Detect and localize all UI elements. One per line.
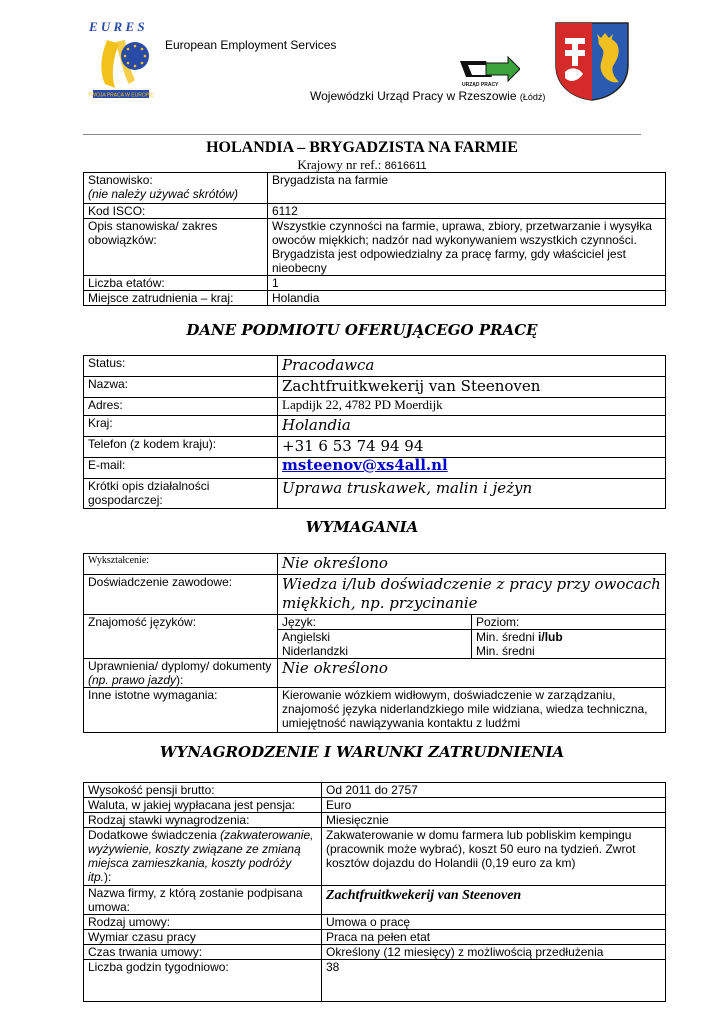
wup-small: (Łódź) (519, 92, 546, 102)
adres-label: Adres: (84, 398, 278, 416)
stanowisko-value: Brygadzista na farmie (268, 173, 666, 204)
nazwa-label: Nazwa: (84, 377, 278, 398)
table-row (84, 798, 666, 813)
adres-value: Lapdijk 22, 4782 PD Moerdijk (278, 398, 666, 416)
language-level-extra: i/lub (538, 630, 563, 644)
job-info-table (83, 172, 666, 306)
table-row (84, 276, 666, 291)
languages-table (278, 615, 665, 658)
ref-label: Krajowy nr ref.: (297, 157, 385, 172)
table-row (84, 479, 666, 509)
table-row (84, 173, 666, 204)
languages-cell (278, 615, 666, 659)
section-title-employer: DANE PODMIOTU OFERUJĄCEGO PRACĘ (186, 321, 538, 339)
coat-of-arms (553, 20, 631, 102)
godziny-label: Liczba godzin tygodniowo: (84, 960, 322, 1002)
etaty-value: 1 (268, 276, 666, 291)
firma-value: Zachtfruitkwekerij van Steenoven (322, 886, 666, 915)
czas-label: Czas trwania umowy: (84, 945, 322, 960)
section-title-requirements: WYMAGANIA (305, 518, 419, 536)
firma-label: Nazwa firmy, z którą zostanie podpisana umowa: (84, 886, 322, 915)
table-row (84, 960, 666, 1002)
dodatkowe-label-cell (84, 828, 322, 886)
language-name: Angielski (278, 630, 472, 645)
table-row (84, 659, 666, 688)
table-row (84, 575, 666, 615)
ref-value: 8616611 (384, 160, 427, 172)
email-link[interactable]: msteenov@xs4all.nl (282, 457, 448, 474)
employer-table (83, 355, 666, 509)
table-row (84, 945, 666, 960)
employer-kraj-value: Holandia (278, 416, 666, 437)
table-row (84, 915, 666, 930)
isco-value: 6112 (268, 204, 666, 219)
godziny-value: 38 (322, 960, 666, 1002)
section-title-salary: WYNAGRODZENIE I WARUNKI ZATRUDNIENIA (159, 743, 565, 761)
table-row (278, 615, 665, 630)
inne-value: Kierowanie wózkiem widłowym, doświadczenie w zarządzaniu, znajomość języka niderlandzkiego mile widziana, wiedza techniczna, umiejętność nawiązywania kontaktu z ludźmi (278, 688, 666, 733)
uprawnienia-note-end: ): (176, 673, 184, 687)
waluta-value: Euro (322, 798, 666, 813)
table-row (278, 644, 665, 658)
language-level: Min. średni (476, 644, 535, 658)
wymiar-label: Wymiar czasu pracy (84, 930, 322, 945)
uprawnienia-label-cell (84, 659, 278, 688)
telefon-value: +31 6 53 74 94 94 (278, 437, 666, 458)
wup-text (310, 89, 545, 103)
table-row (84, 458, 666, 479)
inne-label: Inne istotne wymagania: (84, 688, 278, 733)
table-row (84, 437, 666, 458)
uprawnienia-note: (np. prawo jazdy (88, 673, 177, 687)
eures-logo-caption: TWOJA PRACA W EUROPIE (88, 92, 154, 99)
requirements-table (83, 553, 666, 733)
wup-name: Wojewódzki Urząd Pracy w Rzeszowie (310, 89, 517, 103)
uprawnienia-note-line (88, 673, 273, 687)
page-title: HOLANDIA – BRYGADZISTA NA FARMIE (206, 139, 518, 156)
opis-label: Opis stanowiska/ zakres obowiązków: (84, 219, 268, 276)
opis-value: Wszystkie czynności na farmie, uprawa, zbiory, przetwarzanie i wysyłka owoców miękkich; nadzór nad wykonywaniem wszystkich czynności. Brygadzista jest odpowiedzialny za pracę farmy, gdy właściciel jest nieobecny (268, 219, 666, 276)
doswiadczenie-value: Wiedza i/lub doświadczenie z pracy przy owocach miękkich, np. przycinanie (278, 575, 666, 615)
reference-number (83, 157, 641, 173)
czas-value: Określony (12 miesięcy) z możliwością przedłużenia (322, 945, 666, 960)
jezyki-label: Znajomość języków: (84, 615, 278, 659)
dodatkowe-note: (zakwaterowanie, wyżywienie, koszty związane ze zmianą miejsca zamieszkania, koszty podróży itp. (88, 828, 314, 884)
table-row (84, 398, 666, 416)
table-row (84, 291, 666, 306)
email-label: E-mail: (84, 458, 278, 479)
table-row (84, 886, 666, 915)
table-row (84, 219, 666, 276)
kraj-label: Miejsce zatrudnienia – kraj: (84, 291, 268, 306)
pensja-value: Od 2011 do 2757 (322, 783, 666, 798)
uprawnienia-label: Uprawnienia/ dyplomy/ dokumenty (88, 659, 272, 673)
table-row (84, 554, 666, 575)
table-row (84, 204, 666, 219)
etaty-label: Liczba etatów: (84, 276, 268, 291)
table-row (84, 615, 666, 659)
header-divider (83, 134, 641, 135)
table-row (84, 783, 666, 798)
isco-label: Kod ISCO: (84, 204, 268, 219)
table-row (84, 688, 666, 733)
stawka-value: Miesięcznie (322, 813, 666, 828)
table-row (84, 356, 666, 377)
table-row (84, 416, 666, 437)
table-row (278, 630, 665, 645)
poziom-header: Poziom: (472, 615, 666, 630)
wyksztalcenie-value: Nie określono (278, 554, 666, 575)
wup-logo (458, 55, 520, 89)
eures-logo (85, 18, 155, 104)
eures-logo-letters: E U R E S (89, 19, 145, 34)
table-row (84, 930, 666, 945)
opis-dzialalnosci-label: Krótki opis działalności gospodarczej: (84, 479, 278, 509)
language-level-text: Min. średni (476, 630, 539, 644)
employer-kraj-label: Kraj: (84, 416, 278, 437)
dodatkowe-note-end: ): (104, 870, 112, 884)
kraj-value: Holandia (268, 291, 666, 306)
dodatkowe-value: Zakwaterowanie w domu farmera lub pobliskim kempingu (pracownik może wybrać), koszt 50 euro na tydzień. Zwrot kosztów dojazdu do Holandii (0,19 euro za km) (322, 828, 666, 886)
language-level (472, 630, 666, 645)
doswiadczenie-label: Doświadczenie zawodowe: (84, 575, 278, 615)
stanowisko-label: Stanowisko: (88, 173, 153, 187)
salary-table (83, 782, 666, 1002)
jezyk-header: Język: (278, 615, 472, 630)
stanowisko-note: (nie należy używać skrótów) (88, 187, 239, 201)
telefon-label: Telefon (z kodem kraju): (84, 437, 278, 458)
uprawnienia-value: Nie określono (278, 659, 666, 688)
wup-logo-caption: URZĄD PRACY (462, 82, 499, 88)
eures-text: European Employment Services (165, 38, 337, 52)
table-row (84, 377, 666, 398)
dodatkowe-label: Dodatkowe świadczenia (88, 828, 217, 842)
stawka-label: Rodzaj stawki wynagrodzenia: (84, 813, 322, 828)
table-row (84, 813, 666, 828)
stanowisko-label-cell (84, 173, 268, 204)
status-value: Pracodawca (278, 356, 666, 377)
nazwa-value: Zachtfruitkwekerij van Steenoven (278, 377, 666, 398)
waluta-label: Waluta, w jakiej wypłacana jest pensja: (84, 798, 322, 813)
wymiar-value: Praca na pełen etat (322, 930, 666, 945)
table-row (84, 828, 666, 886)
umowa-value: Umowa o pracę (322, 915, 666, 930)
status-label: Status: (84, 356, 278, 377)
pensja-label: Wysokość pensji brutto: (84, 783, 322, 798)
opis-dzialalnosci-value: Uprawa truskawek, malin i jeżyn (278, 479, 666, 509)
wyksztalcenie-label: Wykształcenie: (84, 554, 278, 575)
umowa-label: Rodzaj umowy: (84, 915, 322, 930)
language-name: Niderlandzki (278, 644, 472, 658)
